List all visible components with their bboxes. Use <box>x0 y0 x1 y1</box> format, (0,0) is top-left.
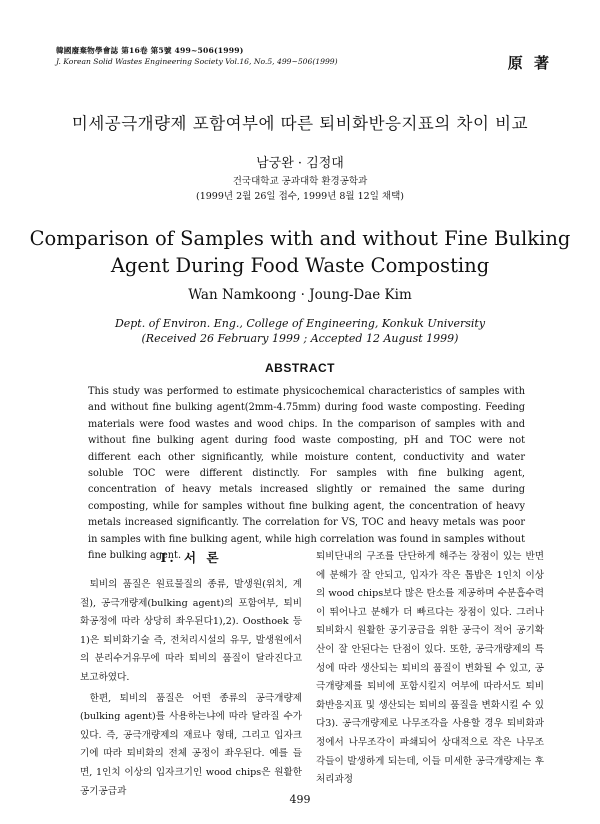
english-title-line1: Comparison of Samples with and without Fine Bulking <box>29 227 571 250</box>
right-column <box>316 548 544 790</box>
intro-paragraph-2: 한편, 퇴비의 품질은 어떤 종류의 공극개량제(bulking agent)를 사용하는냐에 따라 달라질 수가 있다. 즉, 공극개량제의 재료나 형태, 그리고 입자크기에 따라 퇴비화의 전체 공정이 좌우된다. 예를 들면, 1인치 이상의 입자크기인 wood chips은 원활한 공기공급과 <box>80 692 302 797</box>
intro-paragraph-3: 퇴비단내의 구조를 단단하게 해주는 장점이 있는 반면에 분해가 잘 안되고, 입자가 작은 톱밥은 1인치 이상의 wood chips보다 많은 탄소를 제공하며 수분흡수력이 뛰어나고 분해가 더 빠르다는 장점이 있다. 그러나 퇴비화시 원활한 공기공급을 위한 공극이 적어 공기확산이 잘 안된다는 단점이 있다. 또한, 공극개량제의 특성에 따라 생산되는 퇴비의 품질이 변화될 수 있고, 공극개량제를 퇴비에 포함시킬지 여부에 따라서도 퇴비화반응지표 및 생산되는 퇴비의 품질을 변화시킬 수 있다3). 공극개량제로 나무조각을 사용할 경우 퇴비화과정에서 나무조각이 파쇄되어 상대적으로 작은 나무조각들이 발생하게 되는데, 이들 미세한 공극개량제는 후처리과정 <box>316 551 544 786</box>
korean-authors: 남궁완 · 김정대 <box>256 156 344 171</box>
journal-name-korean: 韓國廢棄物學會誌 第16卷 第5號 499~506(1999) <box>56 46 244 55</box>
korean-dates: (1999년 2월 26일 접수, 1999년 8월 12일 채택) <box>196 191 404 202</box>
korean-title: 미세공극개량제 포함여부에 따른 퇴비화반응지표의 차이 비교 <box>71 114 529 133</box>
english-affiliation: Dept. of Environ. Eng., College of Engineering, Konkuk University <box>114 317 486 330</box>
introduction-heading: Ⅰ. 서 론 <box>160 550 222 565</box>
abstract-text: This study was performed to estimate physicochemical characteristics of samples with and without fine bulking agent(2mm-4.75mm) during food waste composting. Feeding materials were food wastes and wood chips. In the comparison of samples with and without fine bulking agent during food waste composting, pH and TOC were not different each other significantly, while moisture content, conductivity and water soluble TOC were different distinctly. For samples with fine bulking agent, concentration of heavy metals increased slightly or remained the same during composting, while for samples without fine bulking agent, the concentration of heavy metals increased significantly. The correlation for VS, TOC and heavy metals was poor in samples with fine bulking agent, while high correlation was found in samples without fine bulking agent. <box>88 386 525 562</box>
english-affiliation-block <box>0 316 600 346</box>
left-column <box>80 548 302 801</box>
intro-paragraph-1: 퇴비의 품질은 원료물질의 종류, 발생원(위치, 계절), 공극개량제(bulking agent)의 포함여부, 퇴비화공정에 따라 상당히 좌우된다1),2). Oosthoek 등1)은 퇴비화기술 즉, 전처리시설의 유무, 발생원에서의 분리수거유무에 따라 퇴비의 품질이 달라진다고 보고하였다. <box>80 579 302 683</box>
english-dates: (Received 26 February 1999 ; Accepted 12 August 1999) <box>141 332 459 345</box>
english-title-line2: Agent During Food Waste Composting <box>110 254 490 277</box>
page-number: 499 <box>289 793 311 806</box>
journal-name-english: J. Korean Solid Wastes Engineering Society Vol.16, No.5, 499~506(1999) <box>56 57 338 66</box>
korean-affiliation: 건국대학교 공과대학 환경공학과 <box>232 176 368 187</box>
journal-header <box>56 45 338 67</box>
article-type-label: 原 著 <box>507 54 552 72</box>
english-title <box>0 225 600 279</box>
abstract-heading: ABSTRACT <box>265 361 335 375</box>
english-authors: Wan Namkoong · Joung-Dae Kim <box>188 287 412 303</box>
